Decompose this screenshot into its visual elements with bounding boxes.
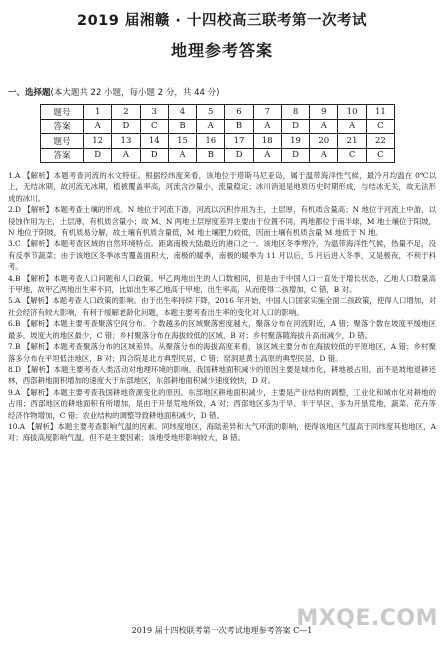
table-cell: 22: [366, 134, 394, 149]
explanation-item: 7.B 【解析】本题考查聚落分布的区域差异。从聚落分布的海拔高度来看，该区域主要分布在海拔较低的平原地区，A 错；乡村聚落多分布在平坦低洼地区，B 对；四合院是北方典型民居，C 错；窑洞是黄土高原的典型民居，D 错。: [8, 342, 436, 363]
explanation-item: 9.A 【解析】本题主要考查我国耕地资源变化的原因。东部地区耕地面积减少，主要是产业结构的调整，工业化和城市化对耕地的占用；西部地区的耕地面积有所增加，是由于开垦荒地所致，A 对；西部地区多为干旱、半干旱区，多为开垦荒地，蔬菜、花卉等经济作物增加，C 错；农业结构的调整导致耕地面积减少，D 错。: [8, 387, 436, 420]
table-cell: 15: [168, 134, 196, 149]
table-cell: A: [84, 119, 112, 134]
table-cell: 16: [197, 134, 225, 149]
explanation-item: 5.A 【解析】本题考查人口政策的影响。由于出生率持续下降，2016 年开始，中国人口国家实施全面二孩政策，使得人口增加，对社会经济有较大影响，有利于缓解老龄化问题，本题主要考查出生率的变化对人口的影响。: [8, 296, 436, 317]
table-row-numbers-1: [41, 105, 395, 120]
table-row-label: 答案: [41, 119, 84, 134]
table-cell: 4: [168, 105, 196, 120]
table-cell: 7: [253, 105, 281, 120]
table-cell: 17: [225, 134, 253, 149]
table-cell: A: [338, 119, 366, 134]
table-cell: 20: [310, 134, 338, 149]
answer-table: [40, 104, 395, 163]
table-cell: C: [366, 119, 394, 134]
table-cell: A: [253, 119, 281, 134]
explanation-item: 2.D 【解析】本题考查土壤的形成。N 地位于河流下游，河流以沉积作用为主，土层厚，有机质含量高；N 地位于河流上中游，以侵蚀作用为主，土层薄，有机质含量小；故 M、N 两地土层厚度差异主要由于位置不同，两地都位于南半球，M 地土壤位于阳坡，N 地位于阴坡，有机质易分解，故土壤有机质含量低，M 地土壤肥力较低，因而土壤有机质含量 M 地低于 N 地。: [8, 205, 436, 238]
explanation-item: 3.C 【解析】本题考查区域的自然环境特点。距离南极大陆最近的港口之一。该地区冬季寒冷，为温带海洋性气候，热量不足，没有反季节蔬菜；由于该地区冬季冰雪覆盖面积大，南极的暖季，南极的暖季为 11 月以后，5 月后进入冬季，又是极夜，不利于科考。: [8, 239, 436, 272]
table-cell: 2: [112, 105, 140, 120]
table-cell: 12: [84, 134, 112, 149]
table-cell: 19: [281, 134, 309, 149]
table-cell: 11: [366, 105, 394, 120]
table-cell: D: [281, 148, 309, 163]
table-cell: 8: [281, 105, 309, 120]
explanation-item: 6.B 【解析】本题主要考查聚落空间分布。个数越多的区域聚落密度越大，聚落分布在河流附近，A 错；聚落个数在坡度平缓地区最多，坡度大的地区最少，C 错；乡村聚落分布在海拔较低的区域，B 对；乡村聚落随海拔升高而减少，D 错。: [8, 319, 436, 340]
table-cell: A: [310, 119, 338, 134]
table-cell: D: [112, 119, 140, 134]
table-cell: D: [281, 119, 309, 134]
exam-title: 2019 届湘赣 · 十四校高三联考第一次考试: [76, 13, 367, 29]
table-cell: B: [225, 119, 253, 134]
table-cell: C: [338, 148, 366, 163]
explanations: [8, 170, 436, 444]
table-cell: 6: [225, 105, 253, 120]
page-title: 地理参考答案: [170, 41, 273, 60]
table-cell: 10: [338, 105, 366, 120]
explanation-item: 10.A 【解析】本题主要考查影响气温的因素。同纬度地区，海陆差异和大气环流的影响，使得该地区气温高于同纬度其他地区，A 对；海拔高度影响气温，但不是主要因素；该地受地形影响较大，B 错。: [8, 421, 436, 443]
table-cell: D: [84, 148, 112, 163]
table-cell: B: [197, 148, 225, 163]
table-row-numbers-2: [41, 134, 395, 149]
table-cell: B: [168, 119, 196, 134]
table-row-answers-1: [41, 119, 395, 134]
table-cell: 13: [112, 134, 140, 149]
table-cell: 18: [253, 134, 281, 149]
table-cell: 3: [140, 105, 168, 120]
table-cell: 5: [197, 105, 225, 120]
table-cell: C: [366, 148, 394, 163]
explanation-item: 8.D 【解析】本题主要考查人类活动对地理环境的影响。我国耕地面积减少的原因主要是城市化，耕地被占用，而不是坡地退耕还林，西部耕地面积增加的速度大于东部地区，东部耕地面积减少速度较快，D 对。: [8, 364, 436, 386]
section-note: (本大题共 22 小题，每小题 2 分，共 44 分): [50, 88, 220, 98]
table-row-answers-2: [41, 148, 395, 163]
section-heading: [8, 86, 219, 98]
table-cell: A: [168, 148, 196, 163]
table-cell: A: [197, 119, 225, 134]
table-cell: 9: [310, 105, 338, 120]
watermark-logo: MXQE.COM: [296, 606, 438, 631]
table-cell: D: [140, 148, 168, 163]
explanation-item: 4.B 【解析】本题考查人口问题和人口政策。甲乙两地出生的人口数相同，但是由于中国人口一直处于增长状态，乙地人口数量高于甲地，故甲乙两地出生率不同，比如出生率乙地高于甲地，出生率高，从而使得二孩增加，C 错，B 对。: [8, 273, 436, 295]
table-cell: A: [253, 148, 281, 163]
table-row-label: 题号: [41, 134, 84, 149]
section-label: 一、选择题: [8, 88, 51, 98]
table-cell: A: [112, 148, 140, 163]
table-cell: 21: [338, 134, 366, 149]
table-cell: 1: [84, 105, 112, 120]
table-row-label: 题号: [41, 105, 84, 120]
table-cell: C: [140, 119, 168, 134]
explanation-item: 1.A 【解析】本题考查河流的水文特征。根据经纬度来看，该地位于塔斯马尼亚岛，属于温带海洋性气候，最冷月均温在 0℃以上，无结冰期，故河流无冰期，植被覆盖率高，河流含沙量小，流量稳定；冰川消退是地质历史时期形成，与结冰无关，故无法形成的冰川。: [8, 171, 436, 203]
table-cell: D: [225, 148, 253, 163]
table-row-label: 答案: [41, 148, 84, 163]
page-footer: 2019 届十四校联考第一次考试地理参考答案 C—1: [131, 626, 313, 635]
table-cell: A: [310, 148, 338, 163]
table-cell: 14: [140, 134, 168, 149]
